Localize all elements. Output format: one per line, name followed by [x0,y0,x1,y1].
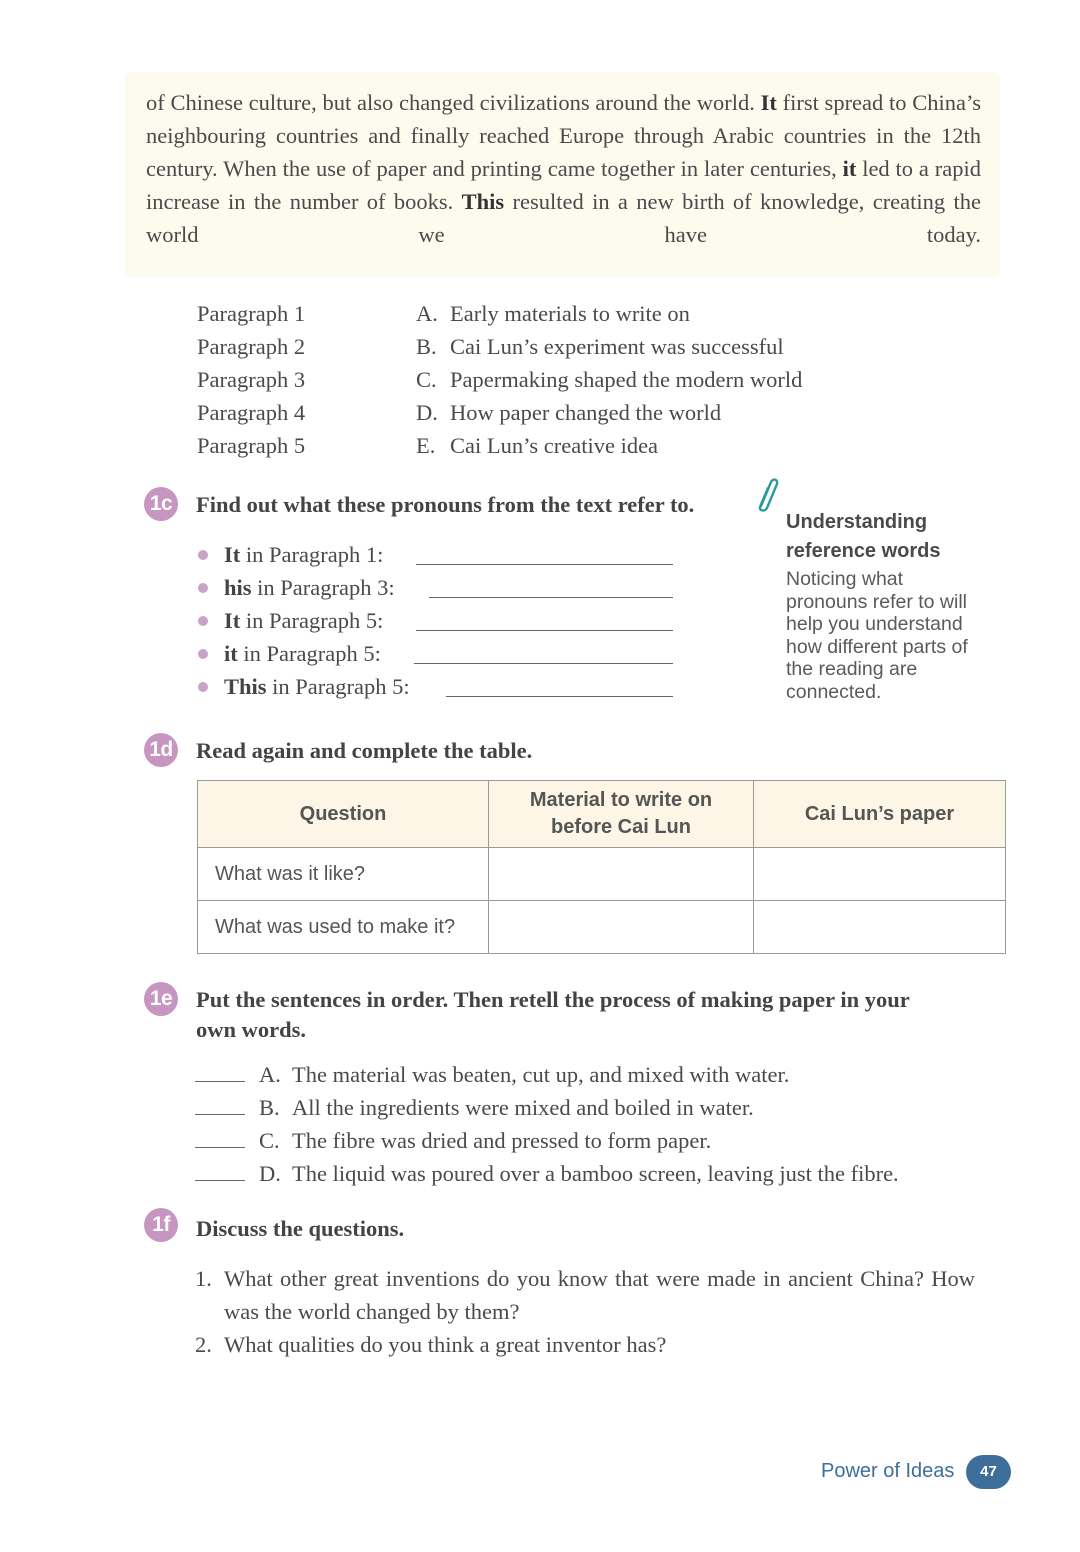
exercise-heading-1d: Read again and complete the table. [196,738,533,763]
table-cell: What was used to make it? [198,901,489,954]
exercise-badge-1e: 1e [144,982,178,1016]
pronoun-list [198,538,410,703]
answer-blank[interactable] [416,630,673,631]
paragraph-label: Paragraph 3 [197,367,306,392]
exercise-heading-1f: Discuss the questions. [196,1216,405,1241]
pronoun-item: his in Paragraph 3: [198,571,410,604]
heading-option: E. Cai Lun’s creative idea [416,433,659,458]
paragraph-label: Paragraph 2 [197,334,306,359]
discussion-list [195,1262,975,1361]
heading-option: B. Cai Lun’s experiment was successful [416,334,784,359]
paragraph-list [197,297,305,462]
table-header: Question [198,781,489,848]
bullet-icon [198,583,208,593]
ordering-item: A. The material was beaten, cut up, and mixed with water. [195,1058,899,1091]
answer-blank[interactable] [195,1092,245,1115]
table-header: Material to write on before Cai Lun [489,781,754,848]
discussion-item: 2. What qualities do you think a great inventor has? [195,1332,667,1357]
bullet-icon [198,550,208,560]
heading-option: A. Early materials to write on [416,301,690,326]
table-row [198,901,1006,954]
pronoun-item: It in Paragraph 5: [198,604,410,637]
answer-blank[interactable] [446,696,673,697]
tip-title: Understanding [786,511,928,533]
pronoun-item: It in Paragraph 1: [198,538,410,571]
answer-blank[interactable] [195,1158,245,1181]
paragraph-label: Paragraph 1 [197,301,306,326]
exercise-badge-1f: 1f [144,1208,178,1242]
table-header-row [198,781,1006,848]
reading-passage [125,72,1000,277]
ordering-item: C. The fibre was dried and pressed to form paper. [195,1124,899,1157]
answer-blank[interactable] [416,564,673,565]
discussion-item: 1. What other great inventions do you know that were made in ancient China? How was the world changed by them? [195,1266,975,1324]
ordering-item: D. The liquid was poured over a bamboo screen, leaving just the fibre. [195,1157,899,1190]
heading-option: C. Papermaking shaped the modern world [416,367,803,392]
exercise-heading-1c: Find out what these pronouns from the text refer to. [196,492,695,517]
answer-blank[interactable] [195,1059,245,1082]
bullet-icon [198,649,208,659]
heading-option: D. How paper changed the world [416,400,722,425]
exercise-heading-1e: Put the sentences in order. Then retell the process of making paper in your [196,987,910,1012]
ordering-item: B. All the ingredients were mixed and boiled in water. [195,1091,899,1124]
answer-blank[interactable] [414,663,673,664]
table-answer-cell[interactable] [489,848,754,901]
paperclip-icon [752,476,782,514]
bullet-icon [198,616,208,626]
table-row [198,848,1006,901]
exercise-badge-1d: 1d [144,733,178,767]
table-answer-cell[interactable] [489,901,754,954]
answer-blank[interactable] [429,597,673,598]
pronoun-item: it in Paragraph 5: [198,637,410,670]
passage-text: of Chinese culture, but also changed civilizations around the world. It first spread to China’s neighbouring countries and finally reached Europe through Arabic countries in the 12th century. When the use of paper and printing came together in later centuries, it led to a rapid increase in the number of books. This resulted in a new birth of knowledge, creating the world we have today. [146,90,981,247]
pronoun-item: This in Paragraph 5: [198,670,410,703]
table-answer-cell[interactable] [754,901,1006,954]
exercise-badge-1c: 1c [144,487,178,521]
page-number: 47 [966,1455,1011,1489]
unit-title: Power of Ideas [821,1460,955,1482]
exercise-heading-1e-cont: own words. [196,1017,307,1042]
comparison-table [197,780,1006,954]
paragraph-label: Paragraph 5 [197,433,306,458]
heading-options [416,297,802,462]
tip-box [786,508,986,703]
tip-body: Noticing what pronouns refer to will help you understand how different parts of the reading are connected. [786,568,968,703]
answer-blank[interactable] [195,1125,245,1148]
bullet-icon [198,682,208,692]
paragraph-label: Paragraph 4 [197,400,306,425]
table-answer-cell[interactable] [754,848,1006,901]
ordering-list [195,1058,899,1190]
table-cell: What was it like? [198,848,489,901]
tip-title: reference words [786,540,941,562]
table-header: Cai Lun’s paper [754,781,1006,848]
